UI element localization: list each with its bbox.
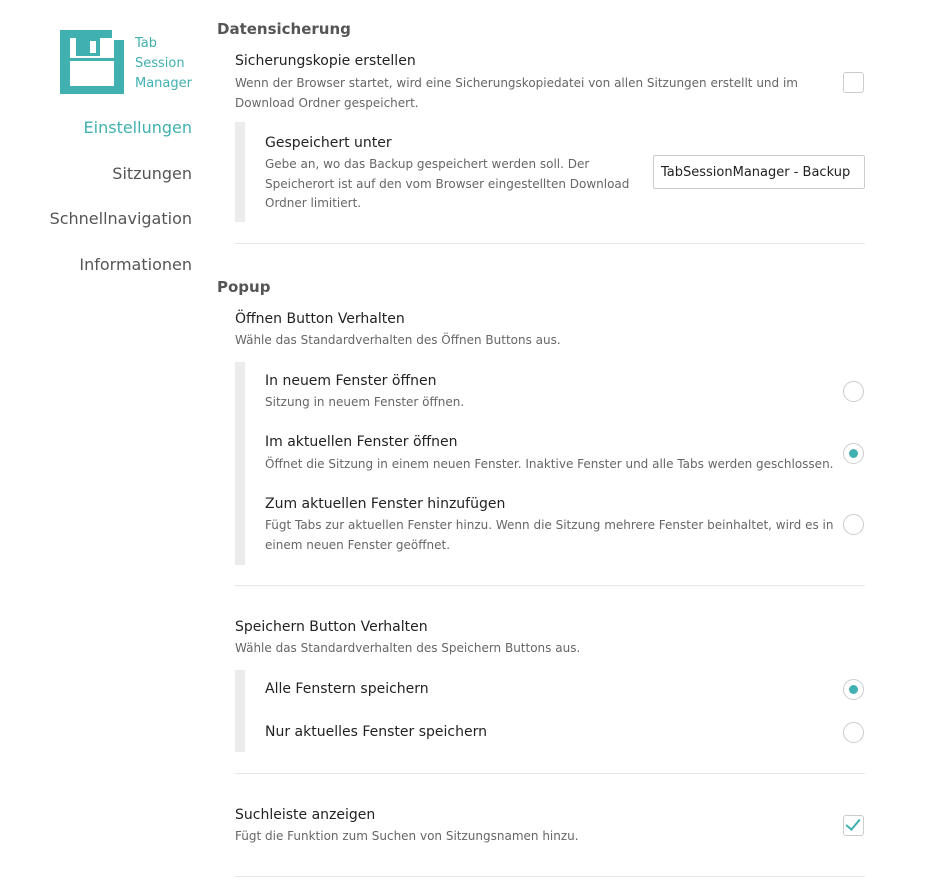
open-behavior-desc: Wähle das Standardverhalten des Öffnen Buttons aus. bbox=[235, 333, 561, 347]
section-title-popup: Popup bbox=[217, 278, 271, 296]
search-bar-desc: Fügt die Funktion zum Suchen von Sitzungsnamen hinzu. bbox=[235, 829, 579, 843]
nav-item-informationen[interactable]: Informationen bbox=[79, 254, 192, 274]
open-option-add-to-window-desc bbox=[265, 516, 833, 555]
nav-item-einstellungen[interactable]: Einstellungen bbox=[83, 118, 192, 137]
divider bbox=[235, 773, 865, 774]
logo-text-line-1: Tab bbox=[135, 36, 158, 51]
backup-create-title: Sicherungskopie erstellen bbox=[235, 53, 416, 69]
divider bbox=[235, 585, 865, 586]
backup-create-desc-line-2: Download Ordner gespeichert. bbox=[235, 95, 419, 110]
divider bbox=[235, 243, 865, 244]
save-option-all-windows-title: Alle Fenstern speichern bbox=[265, 681, 429, 697]
backup-location-input[interactable] bbox=[653, 155, 865, 189]
backup-create-desc-line-1: Wenn der Browser startet, wird eine Sicherungskopiedatei von allen Sitzungen erstellt und im bbox=[235, 76, 798, 90]
logo-text-line-3: Manager bbox=[135, 76, 192, 91]
backup-location-title: Gespeichert unter bbox=[265, 135, 392, 151]
logo-text-line-2: Session bbox=[135, 56, 185, 71]
open-option-current-window-desc: Öffnet die Sitzung in einem neuen Fenster. Inaktive Fenster und alle Tabs werden geschlossen. bbox=[265, 457, 834, 471]
nav-item-schnellnavigation[interactable]: Schnellnavigation bbox=[49, 209, 192, 228]
open-option-add-to-window-desc-line-2: einem neuen Fenster geöffnet. bbox=[265, 537, 451, 552]
sub-block-indicator bbox=[235, 362, 245, 565]
search-bar-title: Suchleiste anzeigen bbox=[235, 807, 376, 823]
sidebar-nav bbox=[50, 117, 192, 299]
open-option-new-window-title: In neuem Fenster öffnen bbox=[265, 373, 437, 389]
open-option-new-window-radio[interactable] bbox=[843, 381, 864, 402]
app-logo-text bbox=[135, 34, 192, 94]
open-option-add-to-window-title: Zum aktuellen Fenster hinzufügen bbox=[265, 496, 506, 512]
open-behavior-title: Öffnen Button Verhalten bbox=[235, 311, 405, 327]
search-bar-checkbox[interactable] bbox=[843, 815, 864, 836]
backup-create-desc bbox=[235, 74, 798, 113]
backup-location-desc-line-2: Speicherort ist auf den vom Browser eingestellten Download bbox=[265, 176, 630, 191]
save-option-all-windows-radio[interactable] bbox=[843, 679, 864, 700]
open-option-new-window-desc: Sitzung in neuem Fenster öffnen. bbox=[265, 395, 465, 409]
open-option-current-window-radio[interactable] bbox=[843, 443, 864, 464]
save-option-current-window-radio[interactable] bbox=[843, 722, 864, 743]
backup-location-desc-line-3: Ordner limitiert. bbox=[265, 196, 362, 210]
backup-location-desc bbox=[265, 155, 629, 214]
nav-item-sitzungen[interactable]: Sitzungen bbox=[112, 163, 192, 183]
sub-block-indicator bbox=[235, 670, 245, 752]
save-behavior-title: Speichern Button Verhalten bbox=[235, 619, 428, 635]
sub-block-indicator bbox=[235, 122, 245, 222]
backup-create-checkbox[interactable] bbox=[843, 72, 864, 93]
open-option-add-to-window-desc-line-1: Fügt Tabs zur aktuellen Fenster hinzu. Wenn die Sitzung mehrere Fenster beinhaltet, wird es in bbox=[265, 518, 834, 532]
save-option-current-window-title: Nur aktuelles Fenster speichern bbox=[265, 724, 487, 740]
divider bbox=[235, 876, 865, 877]
floppy-disk-icon bbox=[60, 30, 124, 94]
save-behavior-desc: Wähle das Standardverhalten des Speichern Buttons aus. bbox=[235, 641, 581, 655]
checkmark-icon bbox=[845, 815, 860, 831]
app-logo bbox=[60, 30, 190, 100]
open-option-current-window-title: Im aktuellen Fenster öffnen bbox=[265, 434, 458, 450]
section-title-backup: Datensicherung bbox=[217, 20, 351, 38]
open-option-add-to-window-radio[interactable] bbox=[843, 514, 864, 535]
backup-location-desc-line-1: Gebe an, wo das Backup gespeichert werden soll. Der bbox=[265, 157, 590, 171]
